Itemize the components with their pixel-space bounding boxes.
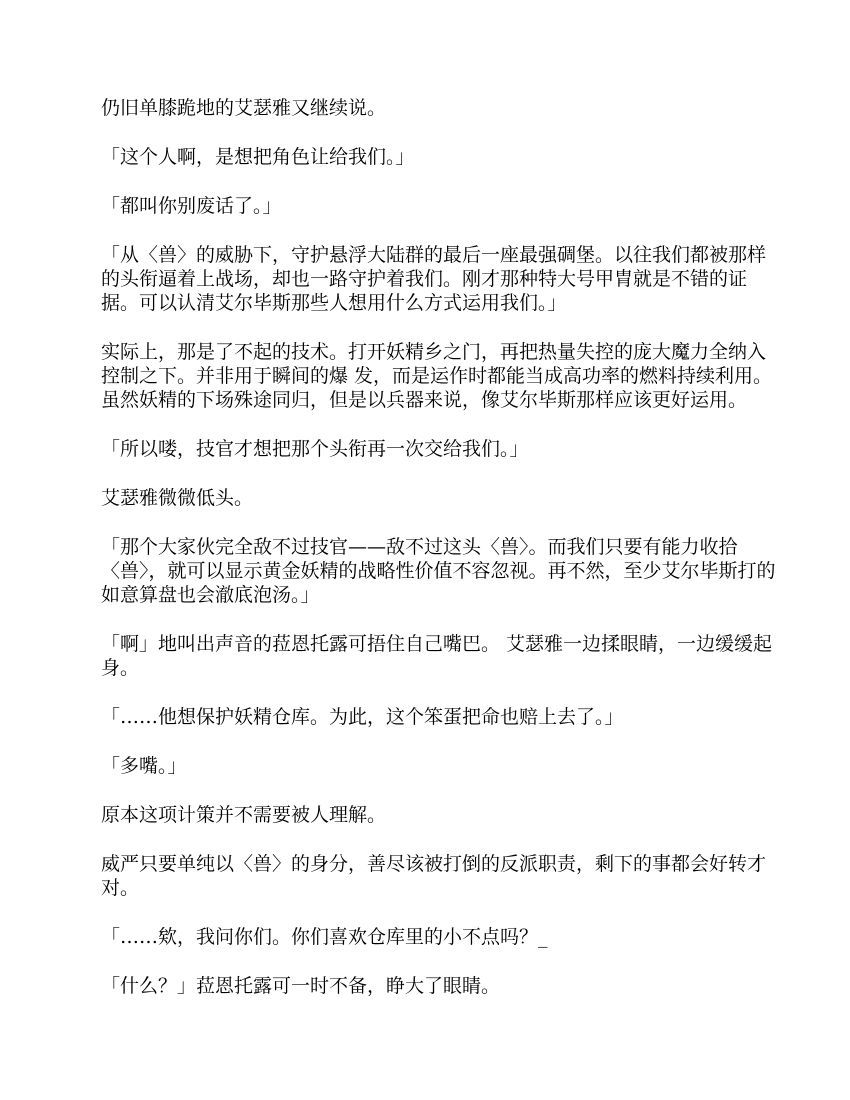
paragraph: 「都叫你别废话了。」 xyxy=(101,195,282,217)
paragraph: 「……他想保护妖精仓库。为此，这个笨蛋把命也赔上去了。」 xyxy=(101,706,624,728)
paragraph: 「那个大家伙完全敌不过技官——敌不过这头〈兽〉。而我们只要有能力收拾〈兽〉，就可以显示黄金妖精的战略性价值不容忽视。再不然，至少艾尔毕斯打的如意算盘也会澈底泡汤。」 xyxy=(101,536,776,606)
paragraph: 「从〈兽〉的威胁下，守护悬浮大陆群的最后一座最强碉堡。以往我们都被那样的头衔逼着上战场，却也一路守护着我们。刚才那种特大号甲胄就是不错的证据。可以认清艾尔毕斯那些人想用什么方式运用我们。」 xyxy=(101,244,767,314)
paragraph: 艾瑟雅微微低头。 xyxy=(101,487,254,509)
paragraph: 「什么？」菈恩托露可一时不备，睁大了眼睛。 xyxy=(101,975,501,997)
paragraph: 「啊」地叫出声音的菈恩托露可捂住自己嘴巴。 艾瑟雅一边揉眼睛，一边缓缓起身。 xyxy=(101,633,773,679)
paragraph: 威严只要单纯以〈兽〉的身分，善尽该被打倒的反派职责，剩下的事都会好转才对。 xyxy=(101,853,767,899)
paragraph: 原本这项计策并不需要被人理解。 xyxy=(101,804,387,826)
document-page xyxy=(101,96,781,1023)
paragraph: 实际上，那是了不起的技术。打开妖精乡之门，再把热量失控的庞大魔力全纳入控制之下。并非用于瞬间的爆 发，而是运作时都能当成高功率的燃料持续利用。虽然妖精的下场殊途同归，但是以兵器来说，像艾尔毕斯那样应该更好运用。 xyxy=(101,341,773,411)
paragraph: 「所以喽，技官才想把那个头衔再一次交给我们。」 xyxy=(101,438,529,460)
paragraph: 仍旧单膝跪地的艾瑟雅又继续说。 xyxy=(101,97,387,119)
paragraph: 「……欸，我问你们。你们喜欢仓库里的小不点吗？_ xyxy=(101,926,548,948)
paragraph: 「多嘴。」 xyxy=(101,755,187,777)
paragraph: 「这个人啊，是想把角色让给我们。」 xyxy=(101,146,415,168)
